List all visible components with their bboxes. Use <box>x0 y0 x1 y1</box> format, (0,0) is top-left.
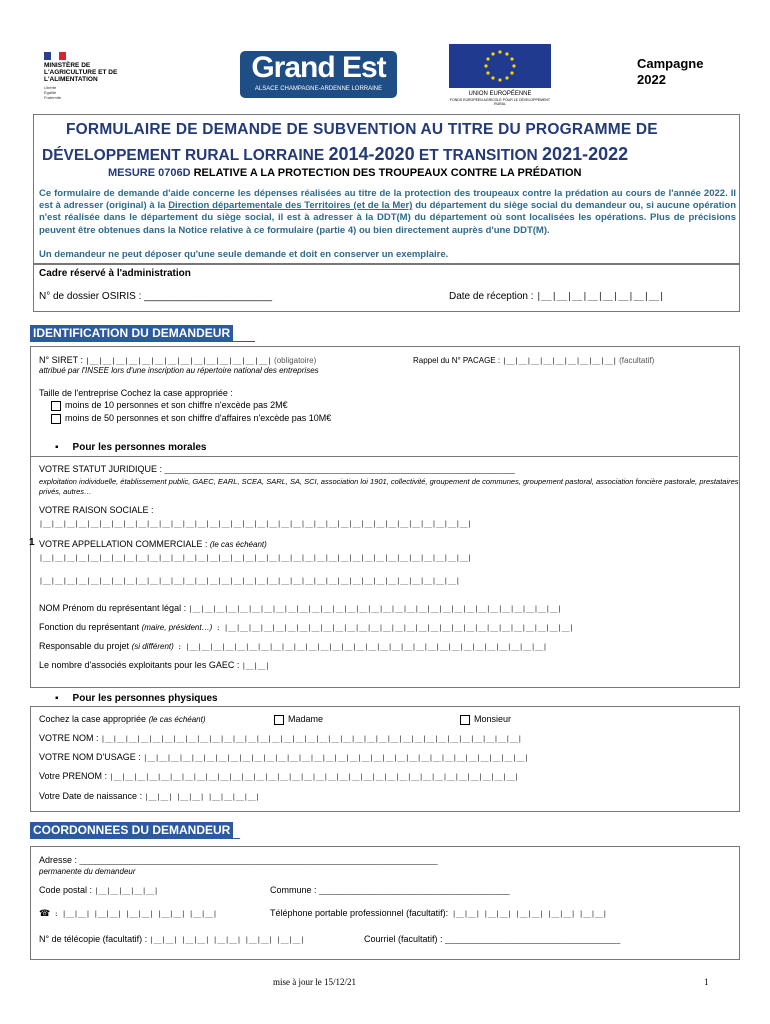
prenom-field[interactable] <box>39 771 518 781</box>
section-coordonnees-rule <box>30 838 240 839</box>
madame-label: Madame <box>288 714 324 724</box>
portable-label: Téléphone portable professionnel (facultatif): <box>270 908 449 918</box>
adresse-label: Adresse : <box>39 855 80 865</box>
section-coordonnees: COORDONNEES DU DEMANDEUR <box>30 822 233 838</box>
form-title-line1: FORMULAIRE DE DEMANDE DE SUBVENTION AU TITRE DU PROGRAMME DE <box>66 121 658 138</box>
mesure-text: RELATIVE A LA PROTECTION DES TROUPEAUX CONTRE LA PRÉDATION <box>193 167 582 179</box>
fax-field[interactable] <box>39 934 304 944</box>
adresse-blank: ____________________________________________________________________________________________ <box>79 858 438 865</box>
fax-boxes: |__|__| |__|__| |__|__| |__|__| |__|__| <box>149 936 305 944</box>
title-part-b: 2014-2020 <box>328 144 415 164</box>
telephone-field[interactable] <box>39 908 217 919</box>
projet-label: Responsable du projet <box>39 641 132 651</box>
pacage-field[interactable] <box>413 356 654 365</box>
physiques-heading-label: Pour les personnes physiques <box>72 693 218 704</box>
bullet-icon: ▪ <box>55 442 59 453</box>
admin-title: Cadre réservé à l'administration <box>39 268 191 279</box>
mesure-line <box>108 167 581 179</box>
statut-label: VOTRE STATUT JURIDIQUE : <box>39 464 165 474</box>
projet-field[interactable] <box>39 641 547 651</box>
morales-heading-label: Pour les personnes morales <box>72 442 207 453</box>
region-subtitle: ALSACE CHAMPAGNE-ARDENNE LORRAINE <box>254 86 383 92</box>
statut-note: exploitation individuelle, établissement public, GAEC, EARL, SCEA, SARL, SA, SCI, association loi 1901, collectivité, groupement de communes, groupement pastoral, association foncière pastorale, prestataires privés, autres… <box>39 477 739 496</box>
osiris-label: N° de dossier OSIRIS : <box>39 291 145 302</box>
naissance-field[interactable] <box>39 791 260 801</box>
morales-rule <box>30 456 738 457</box>
civilite-label <box>39 714 206 724</box>
mesure-code: MESURE 0706D <box>108 167 191 179</box>
option-monsieur[interactable] <box>460 714 511 725</box>
campaign-label: Campagne <box>637 56 704 71</box>
pacage-label: Rappel du N° PACAGE : <box>413 356 503 365</box>
morales-heading <box>55 442 207 453</box>
commune-blank: _________________________________________________ <box>319 888 510 895</box>
naissance-label: Votre Date de naissance : <box>39 791 145 801</box>
naissance-boxes: |__|__| |__|__| |__|__|__|__| <box>144 793 260 801</box>
adresse-field[interactable] <box>39 855 438 865</box>
statut-blank: __________________________________________________________________________________________ <box>164 467 515 474</box>
title-part-c: ET TRANSITION <box>414 147 543 164</box>
grand-est-logo <box>240 51 397 98</box>
appellation-label <box>39 539 267 549</box>
checkbox-monsieur[interactable] <box>460 715 470 725</box>
appellation-boxes-1[interactable]: |__|__|__|__|__|__|__|__|__|__|__|__|__|__|__|__|__|__|__|__|__|__|__|__|__|__|__|__|__|__|__|__|__|__|__|__| <box>39 554 472 562</box>
nom-field[interactable] <box>39 733 522 743</box>
courriel-label: Courriel (facultatif) : <box>364 934 446 944</box>
civilite-label-text: Cochez la case appropriée <box>39 714 149 724</box>
nom-label: VOTRE NOM : <box>39 733 102 743</box>
pacage-optional: (facultatif) <box>619 356 655 365</box>
taille-option-10[interactable] <box>51 400 288 411</box>
statut-field[interactable] <box>39 464 515 474</box>
physiques-heading <box>55 693 218 704</box>
civilite-note: (le cas échéant) <box>148 715 206 724</box>
margin-marker: 1 <box>29 537 35 548</box>
code-postal-label: Code postal : <box>39 885 95 895</box>
nom-boxes: |__|__|__|__|__|__|__|__|__|__|__|__|__|__|__|__|__|__|__|__|__|__|__|__|__|__|__|__|__|__|__|__|__|__|__| <box>101 735 522 743</box>
projet-note: (si différent) <box>131 642 174 651</box>
commune-field[interactable] <box>270 885 510 895</box>
ministry-motto: Liberté Égalité Fraternité <box>44 85 62 100</box>
section-identification: IDENTIFICATION DU DEMANDEUR <box>30 325 233 341</box>
portable-field[interactable] <box>270 908 607 918</box>
reception-boxes: |__|__|__|__|__|__|__|__| <box>536 292 665 302</box>
siret-boxes: |__|__|__|__|__|__|__|__|__|__|__|__|__|__| <box>85 356 272 365</box>
representant-field[interactable] <box>39 603 562 613</box>
intro-warning: Un demandeur ne peut déposer qu'une seule demande et doit en conserver un exemplaire. <box>39 249 449 260</box>
fonction-field[interactable] <box>39 622 574 632</box>
osiris-blank: _______________________ <box>144 291 273 302</box>
intro-text-1: Ce formulaire de demande d'aide concerne les dépenses réalisées au titre de la protection des troupeaux contre la prédation au cours de l'année 2022. Il est à adresser (original) à la <box>39 188 736 212</box>
fonction-label: Fonction du représentant <box>39 622 142 632</box>
appellation-boxes-2[interactable]: |__|__|__|__|__|__|__|__|__|__|__|__|__|__|__|__|__|__|__|__|__|__|__|__|__|__|__|__|__|__|__|__|__|__|__| <box>39 577 460 585</box>
gaec-boxes: |__|__| <box>241 662 270 670</box>
gaec-field[interactable] <box>39 660 270 670</box>
checkbox-50-personnes[interactable] <box>51 414 61 424</box>
monsieur-label: Monsieur <box>474 714 512 724</box>
taille-option-10-label: moins de 10 personnes et son chiffre n'excède pas 2M€ <box>65 400 288 410</box>
courriel-blank: _____________________________________________ <box>445 937 621 944</box>
ministry-name: MINISTÈRE DE L'AGRICULTURE ET DE L'ALIMENTATION <box>44 62 118 83</box>
page-number: 1 <box>704 977 709 987</box>
telephone-boxes: : |__|__| |__|__| |__|__| |__|__| |__|__| <box>50 910 217 918</box>
campaign-year: 2022 <box>637 72 666 87</box>
region-name: Grand Est <box>251 51 386 84</box>
checkbox-10-personnes[interactable] <box>51 401 61 411</box>
eu-logo <box>449 44 551 106</box>
gaec-label: Le nombre d'associés exploitants pour les GAEC : <box>39 660 242 670</box>
fax-label: N° de télécopie (facultatif) : <box>39 934 150 944</box>
representant-boxes: |__|__|__|__|__|__|__|__|__|__|__|__|__|__|__|__|__|__|__|__|__|__|__|__|__|__|__|__|__|__|__| <box>188 605 562 613</box>
appellation-note: (le cas échéant) <box>209 540 267 549</box>
osiris-field[interactable] <box>39 291 272 302</box>
option-madame[interactable] <box>274 714 323 725</box>
commune-label: Commune : <box>270 885 320 895</box>
adresse-note: permanente du demandeur <box>39 867 136 876</box>
siret-note: attribué par l'INSEE lors d'une inscription au répertoire national des entreprises <box>39 366 319 375</box>
siret-label: N° SIRET : <box>39 355 86 365</box>
siret-field[interactable] <box>39 355 316 365</box>
bullet-icon: ▪ <box>55 693 59 704</box>
appellation-label-text: VOTRE APPELLATION COMMERCIALE : <box>39 539 210 549</box>
courriel-field[interactable] <box>364 934 620 944</box>
code-postal-field[interactable] <box>39 885 158 895</box>
nom-usage-boxes: |__|__|__|__|__|__|__|__|__|__|__|__|__|__|__|__|__|__|__|__|__|__|__|__|__|__|__|__|__|__|__|__| <box>143 754 529 762</box>
code-postal-boxes: |__|__|__|__|__| <box>94 887 159 895</box>
taille-option-50-label: moins de 50 personnes et son chiffre d'affaires n'excède pas 10M€ <box>65 413 332 423</box>
eu-flag <box>449 44 551 88</box>
representant-label: NOM Prénom du représentant légal : <box>39 603 189 613</box>
title-part-d: 2021-2022 <box>542 144 629 164</box>
portable-boxes: |__|__| |__|__| |__|__| |__|__| |__|__| <box>448 910 607 918</box>
prenom-boxes: |__|__|__|__|__|__|__|__|__|__|__|__|__|__|__|__|__|__|__|__|__|__|__|__|__|__|__|__|__|__|__|__|__|__| <box>109 773 519 781</box>
raison-label: VOTRE RAISON SOCIALE : <box>39 505 154 515</box>
reception-label: Date de réception : <box>449 291 537 302</box>
phone-icon: ☎ <box>39 908 51 918</box>
section-identification-rule <box>30 341 255 342</box>
reception-field[interactable] <box>449 291 664 302</box>
pacage-boxes: |__|__|__|__|__|__|__|__|__| <box>502 357 617 365</box>
intro-text-2: du département du siège social du demandeur ou, si aucune opération n'est réalisée dans le département du siège social, il est à adresser à la DDT(M) du département où sont localisées les opérations. Plus de précisions peuvent être obtenues dans la Notice relative à ce formulaire (partie 4) ou bien directement auprès d'une DDT(M). <box>39 200 736 236</box>
prenom-label: Votre PRENOM : <box>39 771 110 781</box>
eu-caption: UNION EUROPÉENNE <box>468 91 532 97</box>
title-part-a: DÉVELOPPEMENT RURAL LORRAINE <box>42 147 329 164</box>
form-title-line2 <box>42 144 628 165</box>
eu-fund: FONDS EUROPÉEN AGRICOLE POUR LE DÉVELOPPEMENT RURAL <box>449 98 551 106</box>
fonction-note: (maire, président…) <box>141 623 213 632</box>
taille-label: Taille de l'entreprise Cochez la case appropriée : <box>39 388 233 398</box>
taille-option-50[interactable] <box>51 413 331 424</box>
raison-boxes[interactable]: |__|__|__|__|__|__|__|__|__|__|__|__|__|__|__|__|__|__|__|__|__|__|__|__|__|__|__|__|__|__|__|__|__|__|__|__| <box>39 520 472 528</box>
ministry-logo <box>44 52 144 102</box>
campaign <box>637 56 703 88</box>
marianne-icon <box>44 52 66 60</box>
projet-boxes: : |__|__|__|__|__|__|__|__|__|__|__|__|__|__|__|__|__|__|__|__|__|__|__|__|__|__|__|__|__|__| <box>173 643 547 651</box>
intro-paragraph <box>39 188 736 237</box>
checkbox-madame[interactable] <box>274 715 284 725</box>
fonction-boxes: : |__|__|__|__|__|__|__|__|__|__|__|__|__|__|__|__|__|__|__|__|__|__|__|__|__|__|__|__|__| <box>212 624 574 632</box>
siret-required: (obligatoire) <box>274 356 317 365</box>
nom-usage-field[interactable] <box>39 752 528 762</box>
ddt-link[interactable]: Direction départementale des Territoires (et de la Mer) <box>168 200 413 212</box>
footer-update: mise à jour le 15/12/21 <box>273 977 356 987</box>
nom-usage-label: VOTRE NOM D'USAGE : <box>39 752 144 762</box>
